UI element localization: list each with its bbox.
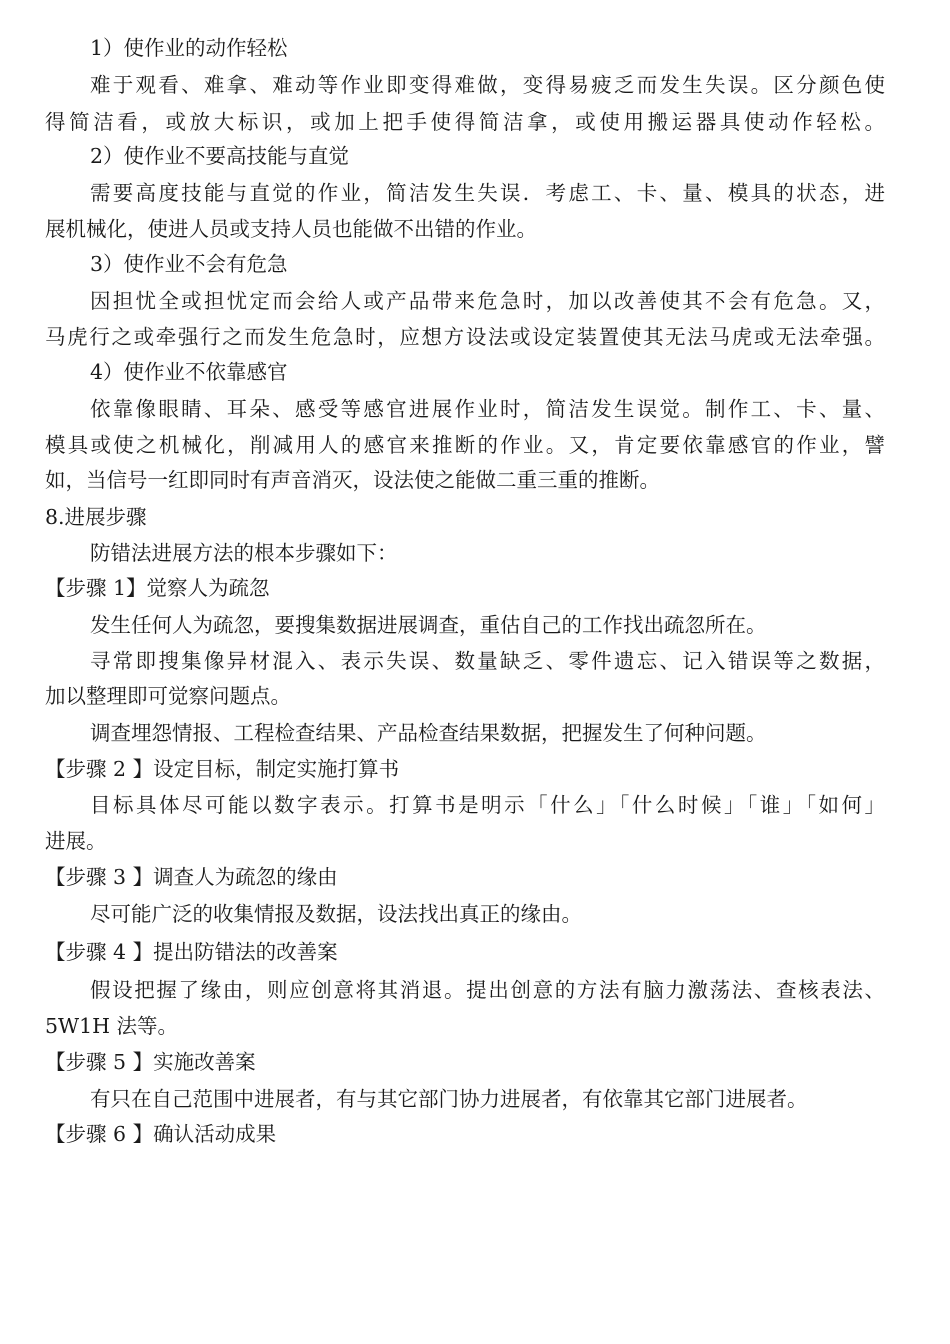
paragraph-line: 调查埋怨情报、工程检查结果、产品检查结果数据，把握发生了何种问题。 — [90, 721, 767, 745]
subheading-3: 3）使作业不会有危急 — [90, 252, 288, 276]
paragraph-line: 难于观看、难拿、难动等作业即变得难做，变得易疲乏而发生失误。区分颜色使 — [90, 73, 885, 97]
paragraph-line: 如，当信号一红即同时有声音消灭，设法使之能做二重三重的推断。 — [45, 468, 660, 492]
paragraph-line: 加以整理即可觉察问题点。 — [45, 684, 291, 708]
step-heading-2: 【步骤 2 】设定目标，制定实施打算书 — [45, 757, 400, 781]
paragraph-line: 5W1H 法等。 — [45, 1014, 179, 1038]
subheading-4: 4）使作业不依靠感官 — [90, 360, 288, 384]
step-heading-5: 【步骤 5 】实施改善案 — [45, 1050, 256, 1074]
paragraph-line: 尽可能广泛的收集情报及数据，设法找出真正的缘由。 — [90, 902, 582, 926]
paragraph-line: 得简洁看，或放大标识，或加上把手使得简洁拿，或使用搬运器具使动作轻松。 — [45, 110, 885, 134]
paragraph-line: 寻常即搜集像异材混入、表示失误、数量缺乏、零件遗忘、记入错误等之数据， — [90, 649, 885, 673]
paragraph-line: 目标具体尽可能以数字表示。打算书是明示「什么」「什么时候」「谁」「如何」 — [90, 793, 885, 817]
step-heading-3: 【步骤 3 】调查人为疏忽的缘由 — [45, 865, 338, 889]
step-heading-4: 【步骤 4 】提出防错法的改善案 — [45, 940, 338, 964]
paragraph-line: 防错法进展方法的根本步骤如下： — [90, 541, 398, 565]
paragraph-line: 有只在自己范围中进展者，有与其它部门协力进展者，有依靠其它部门进展者。 — [90, 1087, 808, 1111]
step-heading-6: 【步骤 6 】确认活动成果 — [45, 1122, 277, 1146]
paragraph-line: 假设把握了缘由，则应创意将其消退。提出创意的方法有脑力激荡法、查核表法、 — [90, 978, 885, 1002]
subheading-2: 2）使作业不要高技能与直觉 — [90, 144, 350, 168]
paragraph-line: 依靠像眼睛、耳朵、感受等感官进展作业时，简洁发生误觉。制作工、卡、量、 — [90, 397, 885, 421]
paragraph-line: 展机械化，使进人员或支持人员也能做不出错的作业。 — [45, 217, 537, 241]
paragraph-line: 马虎行之或牵强行之而发生危急时，应想方设法或设定装置使其无法马虎或无法牵强。 — [45, 325, 885, 349]
paragraph-line: 进展。 — [45, 829, 107, 853]
paragraph-line: 发生任何人为疏忽，要搜集数据进展调查，重估自己的工作找出疏忽所在。 — [90, 613, 767, 637]
paragraph-line: 需要高度技能与直觉的作业，简洁发生失误．考虑工、卡、量、模具的状态，进 — [90, 181, 885, 205]
paragraph-line: 模具或使之机械化，削减用人的感官来推断的作业。又，肯定要依靠感官的作业，譬 — [45, 433, 885, 457]
subheading-1: 1）使作业的动作轻松 — [90, 36, 288, 60]
paragraph-line: 因担忧全或担忧定而会给人或产品带来危急时，加以改善使其不会有危急。又， — [90, 289, 885, 313]
step-heading-1: 【步骤 1】觉察人为疏忽 — [45, 576, 270, 600]
section-heading: 8.进展步骤 — [45, 505, 147, 529]
